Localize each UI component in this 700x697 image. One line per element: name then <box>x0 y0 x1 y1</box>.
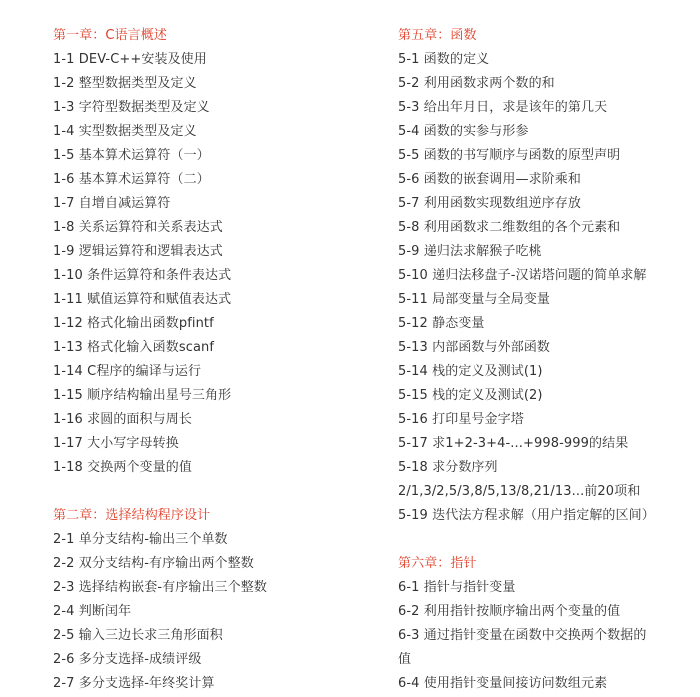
list-item: 5-2 利用函数求两个数的和 <box>398 76 555 91</box>
list-item: 5-10 递归法移盘子-汉诺塔问题的简单求解 <box>398 268 647 283</box>
list-item: 5-4 函数的实参与形参 <box>398 124 529 139</box>
list-item: 6-4 使用指针变量间接访问数组元素 <box>398 676 608 691</box>
list-item: 5-16 打印星号金字塔 <box>398 412 524 427</box>
list-item: 1-2 整型数据类型及定义 <box>53 76 197 91</box>
list-item: 1-13 格式化输入函数scanf <box>53 340 215 355</box>
list-item: 1-10 条件运算符和条件表达式 <box>53 268 232 283</box>
chapter-1-title: 第一章：C语言概述 <box>53 28 167 43</box>
list-item: 2-4 判断闰年 <box>53 604 132 619</box>
list-item: 1-1 DEV-C++安装及使用 <box>53 52 207 67</box>
list-item: 5-18 求分数序列 <box>398 460 498 475</box>
list-item: 2-6 多分支选择-成绩评级 <box>53 652 202 667</box>
list-item: 5-7 利用函数实现数组逆序存放 <box>398 196 581 211</box>
list-item: 6-3 通过指针变量在函数中交换两个数据的 <box>398 628 647 643</box>
list-item: 1-9 逻辑运算符和逻辑表达式 <box>53 244 223 259</box>
list-item: 5-11 局部变量与全局变量 <box>398 292 551 307</box>
list-item: 2-1 单分支结构-输出三个单数 <box>53 532 228 547</box>
section-spacer <box>398 528 688 552</box>
list-item: 5-17 求1+2-3+4-...+998-999的结果 <box>398 436 629 451</box>
section-spacer <box>53 480 373 504</box>
list-item: 1-14 C程序的编译与运行 <box>53 364 202 379</box>
right-column <box>398 24 688 696</box>
list-item: 1-7 自增自减运算符 <box>53 196 171 211</box>
list-item: 1-4 实型数据类型及定义 <box>53 124 197 139</box>
list-item: 5-12 静态变量 <box>398 316 485 331</box>
list-item: 1-18 交换两个变量的值 <box>53 460 192 475</box>
list-item: 5-5 函数的书写顺序与函数的原型声明 <box>398 148 621 163</box>
list-item: 1-6 基本算术运算符（二） <box>53 172 210 187</box>
list-item-continuation: 2/1,3/2,5/3,8/5,13/8,21/13...前20项和 <box>398 484 641 499</box>
list-item: 6-1 指针与指针变量 <box>398 580 516 595</box>
list-item: 1-17 大小写字母转换 <box>53 436 179 451</box>
list-item: 5-3 给出年月日，求是该年的第几天 <box>398 100 608 115</box>
chapter-6-title: 第六章：指针 <box>398 556 477 571</box>
list-item: 1-16 求圆的面积与周长 <box>53 412 192 427</box>
left-column <box>53 24 373 696</box>
list-item: 5-15 栈的定义及测试(2) <box>398 388 543 403</box>
list-item: 6-2 利用指针按顺序输出两个变量的值 <box>398 604 621 619</box>
list-item: 1-3 字符型数据类型及定义 <box>53 100 210 115</box>
list-item: 5-1 函数的定义 <box>398 52 490 67</box>
list-item: 1-12 格式化输出函数pfintf <box>53 316 214 331</box>
list-item: 5-9 递归法求解猴子吃桃 <box>398 244 542 259</box>
list-item: 5-14 栈的定义及测试(1) <box>398 364 543 379</box>
list-item: 5-19 迭代法方程求解（用户指定解的区间） <box>398 508 655 523</box>
list-item: 2-3 选择结构嵌套-有序输出三个整数 <box>53 580 267 595</box>
list-item: 1-5 基本算术运算符（一） <box>53 148 210 163</box>
list-item: 1-8 关系运算符和关系表达式 <box>53 220 223 235</box>
list-item: 5-13 内部函数与外部函数 <box>398 340 551 355</box>
chapter-2-title: 第二章：选择结构程序设计 <box>53 508 211 523</box>
chapter-5-title: 第五章：函数 <box>398 28 477 43</box>
list-item: 1-15 顺序结构输出星号三角形 <box>53 388 232 403</box>
list-item: 1-11 赋值运算符和赋值表达式 <box>53 292 232 307</box>
list-item: 2-5 输入三边长求三角形面积 <box>53 628 223 643</box>
list-item: 2-7 多分支选择-年终奖计算 <box>53 676 215 691</box>
list-item: 2-2 双分支结构-有序输出两个整数 <box>53 556 254 571</box>
list-item: 5-8 利用函数求二维数组的各个元素和 <box>398 220 621 235</box>
list-item-continuation: 值 <box>398 652 412 667</box>
list-item: 5-6 函数的嵌套调用—求阶乘和 <box>398 172 581 187</box>
